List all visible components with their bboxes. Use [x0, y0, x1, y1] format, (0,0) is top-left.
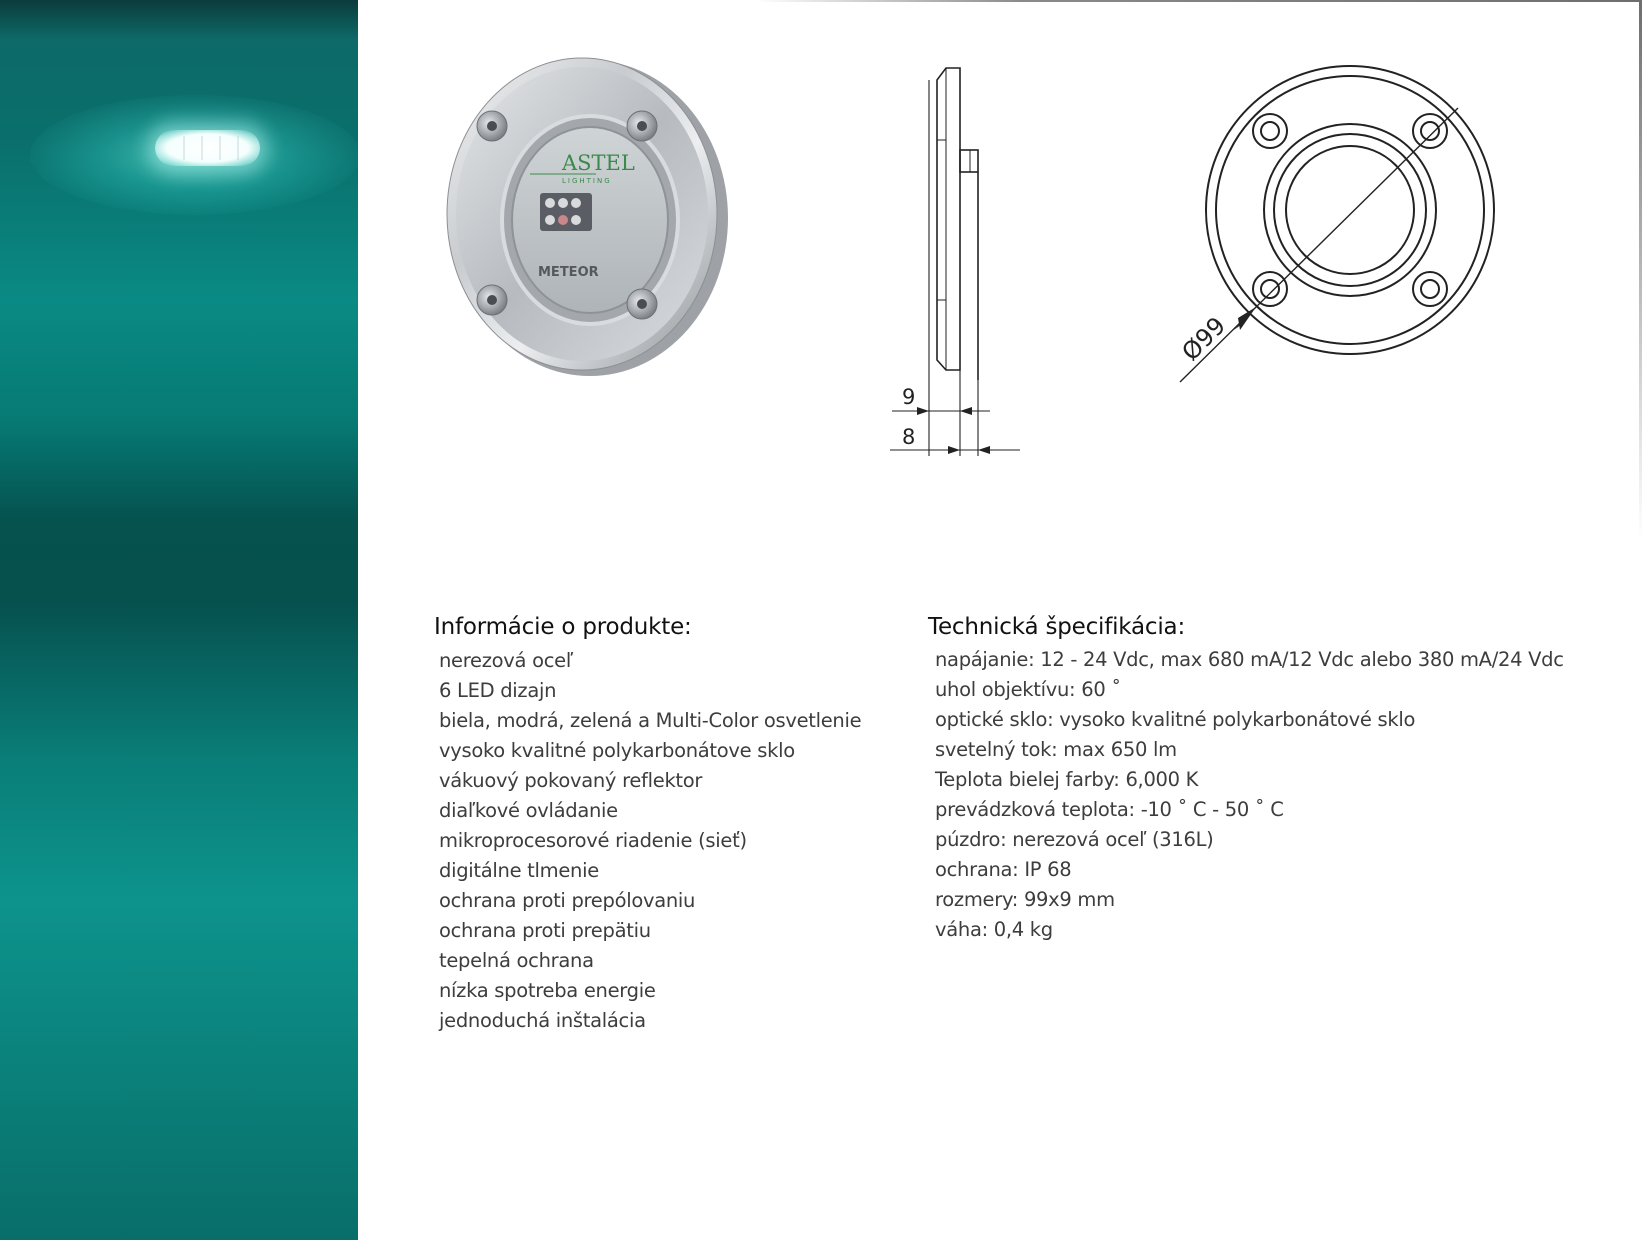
list-item: tepelná ochrana: [439, 949, 594, 972]
list-item: nerezová oceľ: [439, 649, 573, 672]
dimension-9-label: 9: [902, 385, 916, 409]
list-item: 6 LED dizajn: [439, 679, 557, 702]
list-item: vákuový pokovaný reflektor: [439, 769, 703, 792]
list-item: diaľkové ovládanie: [439, 799, 618, 822]
product-info-list: [439, 646, 861, 1036]
diameter-99-label: Ø99: [1176, 311, 1232, 367]
list-item: svetelný tok: max 650 lm: [935, 738, 1177, 761]
product-photo: [430, 50, 730, 385]
list-item: púzdro: nerezová oceľ (316L): [935, 828, 1214, 851]
brand-sub-logo: LIGHTING: [562, 177, 612, 185]
underwater-light-photo: [0, 0, 358, 1240]
top-divider-line: [755, 0, 1642, 2]
brand-logo: ASTEL: [562, 151, 635, 175]
tech-spec-list: [935, 645, 1564, 945]
list-item: mikroprocesorové riadenie (sieť): [439, 829, 747, 852]
list-item: uhol objektívu: 60 ˚: [935, 678, 1121, 701]
list-item: rozmery: 99x9 mm: [935, 888, 1115, 911]
dimension-8-label: 8: [902, 425, 916, 449]
list-item: vysoko kvalitné polykarbonátove sklo: [439, 739, 795, 762]
list-item: biela, modrá, zelená a Multi-Color osvetlenie: [439, 709, 862, 732]
list-item: optické sklo: vysoko kvalitné polykarbonátové sklo: [935, 708, 1416, 731]
list-item: prevádzková teplota: -10 ˚ C - 50 ˚ C: [935, 798, 1284, 821]
tech-spec-title: Technická špecifikácia:: [928, 614, 1185, 640]
led-cluster-icon: [540, 193, 592, 231]
list-item: jednoduchá inštalácia: [439, 1009, 646, 1032]
list-item: ochrana proti prepólovaniu: [439, 889, 696, 912]
product-info-title: Informácie o produkte:: [434, 614, 692, 640]
side-view-drawing: [890, 60, 1030, 460]
list-item: digitálne tlmenie: [439, 859, 599, 882]
list-item: Teplota bielej farby: 6,000 K: [935, 768, 1199, 791]
list-item: nízka spotreba energie: [439, 979, 656, 1002]
list-item: ochrana: IP 68: [935, 858, 1072, 881]
light-glow-core: [155, 130, 260, 166]
list-item: ochrana proti prepätiu: [439, 919, 651, 942]
list-item: váha: 0,4 kg: [935, 918, 1053, 941]
list-item: napájanie: 12 - 24 Vdc, max 680 mA/12 Vdc alebo 380 mA/24 Vdc: [935, 648, 1564, 671]
front-view-drawing: [1160, 60, 1520, 390]
model-label: METEOR: [538, 265, 599, 280]
